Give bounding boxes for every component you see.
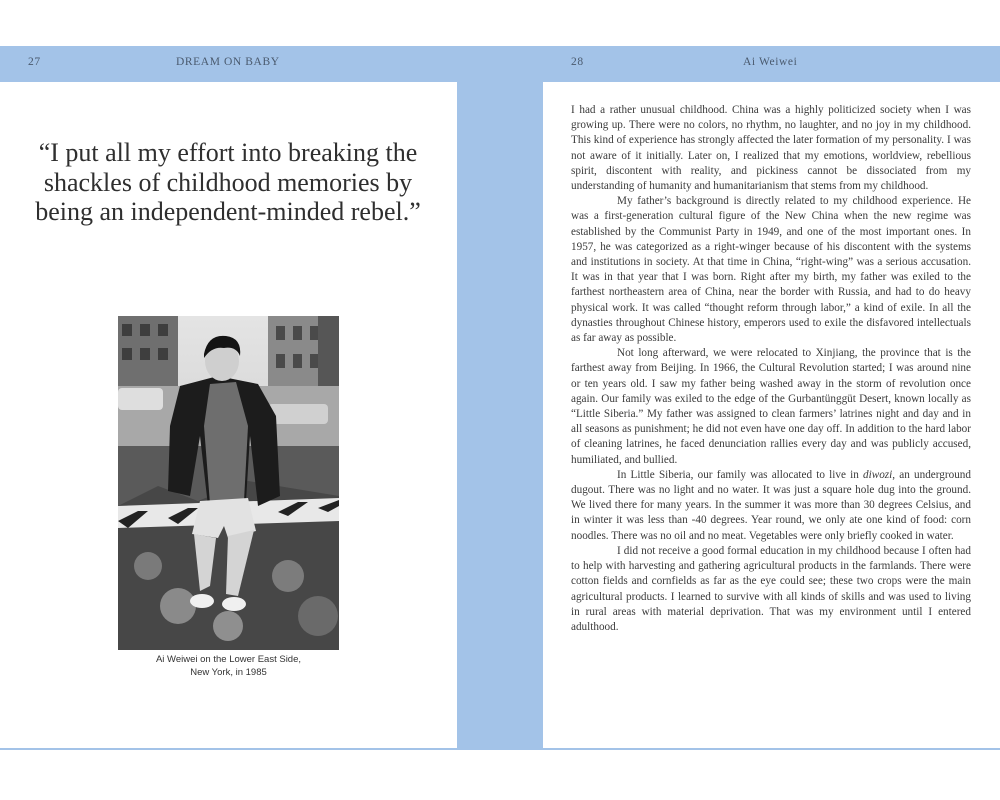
italic-term: diwozi (863, 468, 893, 481)
portrait-photo (118, 316, 339, 650)
left-running-head: DREAM ON BABY (176, 56, 280, 68)
body-text (571, 103, 971, 635)
right-page-number: 28 (571, 56, 584, 68)
paragraph (571, 468, 971, 544)
paragraph: My father’s background is directly related to my childhood experience. He was a first-generation cultural figure of the New China when the new regime was established by the Communist Party in 1949, and one of the most important ones. In 1957, he was categorized as a right-winger because of his discontent with the systems and institutions in society. At that time in China, “right-wing” was a serious accusation. It was in that year that I was born. Right after my birth, my father was exiled to the farthest northeastern area of China, near the border with Russia, and had to do heavy physical work. It was called “thought reform through labor,” a kind of exile. In all the dynasties throughout Chinese history, emperors used to exile the disfavored intellectuals as far away as possible. (571, 195, 971, 345)
bottom-rule (0, 748, 1000, 750)
paragraph: I had a rather unusual childhood. China was a highly politicized society when I was growing up. There were no colors, no rhythm, no laughter, and no joy in my childhood. This kind of experience has strongly affected the later formation of my personality. I was not aware of it initially. Later on, I realized that my emotions, worldview, rebellious spirit, discontent with reality, and pickiness cannot be dissociated from my understanding of humanity and humanitarianism that stems from my childhood. (571, 104, 971, 193)
paragraph-text: In Little Siberia, our family was allocated to live in (617, 468, 864, 481)
paragraph: I did not receive a good formal education in my childhood because I often had to help with harvesting and gathering agricultural products in the farmlands. There were cotton fields and cornfields as far as the eye could see; these two crops were the main agricultural products. I learned to survive with all kinds of skills and was used to living in rural areas with material deprivation. That was my environment until I entered adulthood. (571, 544, 971, 633)
left-page-number: 27 (28, 56, 41, 68)
right-running-head: Ai Weiwei (743, 56, 798, 68)
paragraph: Not long afterward, we were relocated to Xinjiang, the province that is the farthest away from Beijing. In 1966, the Cultural Revolution started; I was around nine or ten years old. I saw my father being washed away in the storm of revolution once again. Our family was exiled to the edge of the Gurbantünggüt Desert, known locally as “Little Siberia.” My father was assigned to clean farmers’ latrines night and day and in all seasons as punishment; he did not even have one day off. In addition to the hard labor of cleaning latrines, he faced denunciation rallies every day and was publicly accused, humiliated, and bullied. (571, 347, 971, 466)
photo-caption-line-2: New York, in 1985 (190, 666, 267, 678)
photo-caption-line-1: Ai Weiwei on the Lower East Side, (155, 654, 302, 665)
photo-caption (118, 654, 339, 679)
paragraph-text: , an underground dugout. There was no light and no water. It was just a square hole dug into the ground. We lived there for many years. In the summer it was more than 30 degrees Celsius, and in winter it was less than -40 degrees. Year round, we only ate one kind of food: corn noodles. There was no oil and no meat. Vegetables were only briefly cooked in water. (571, 468, 971, 542)
pull-quote: “I put all my effort into breaking the shackles of childhood memories by being an independent-minded rebel.” (35, 138, 421, 226)
